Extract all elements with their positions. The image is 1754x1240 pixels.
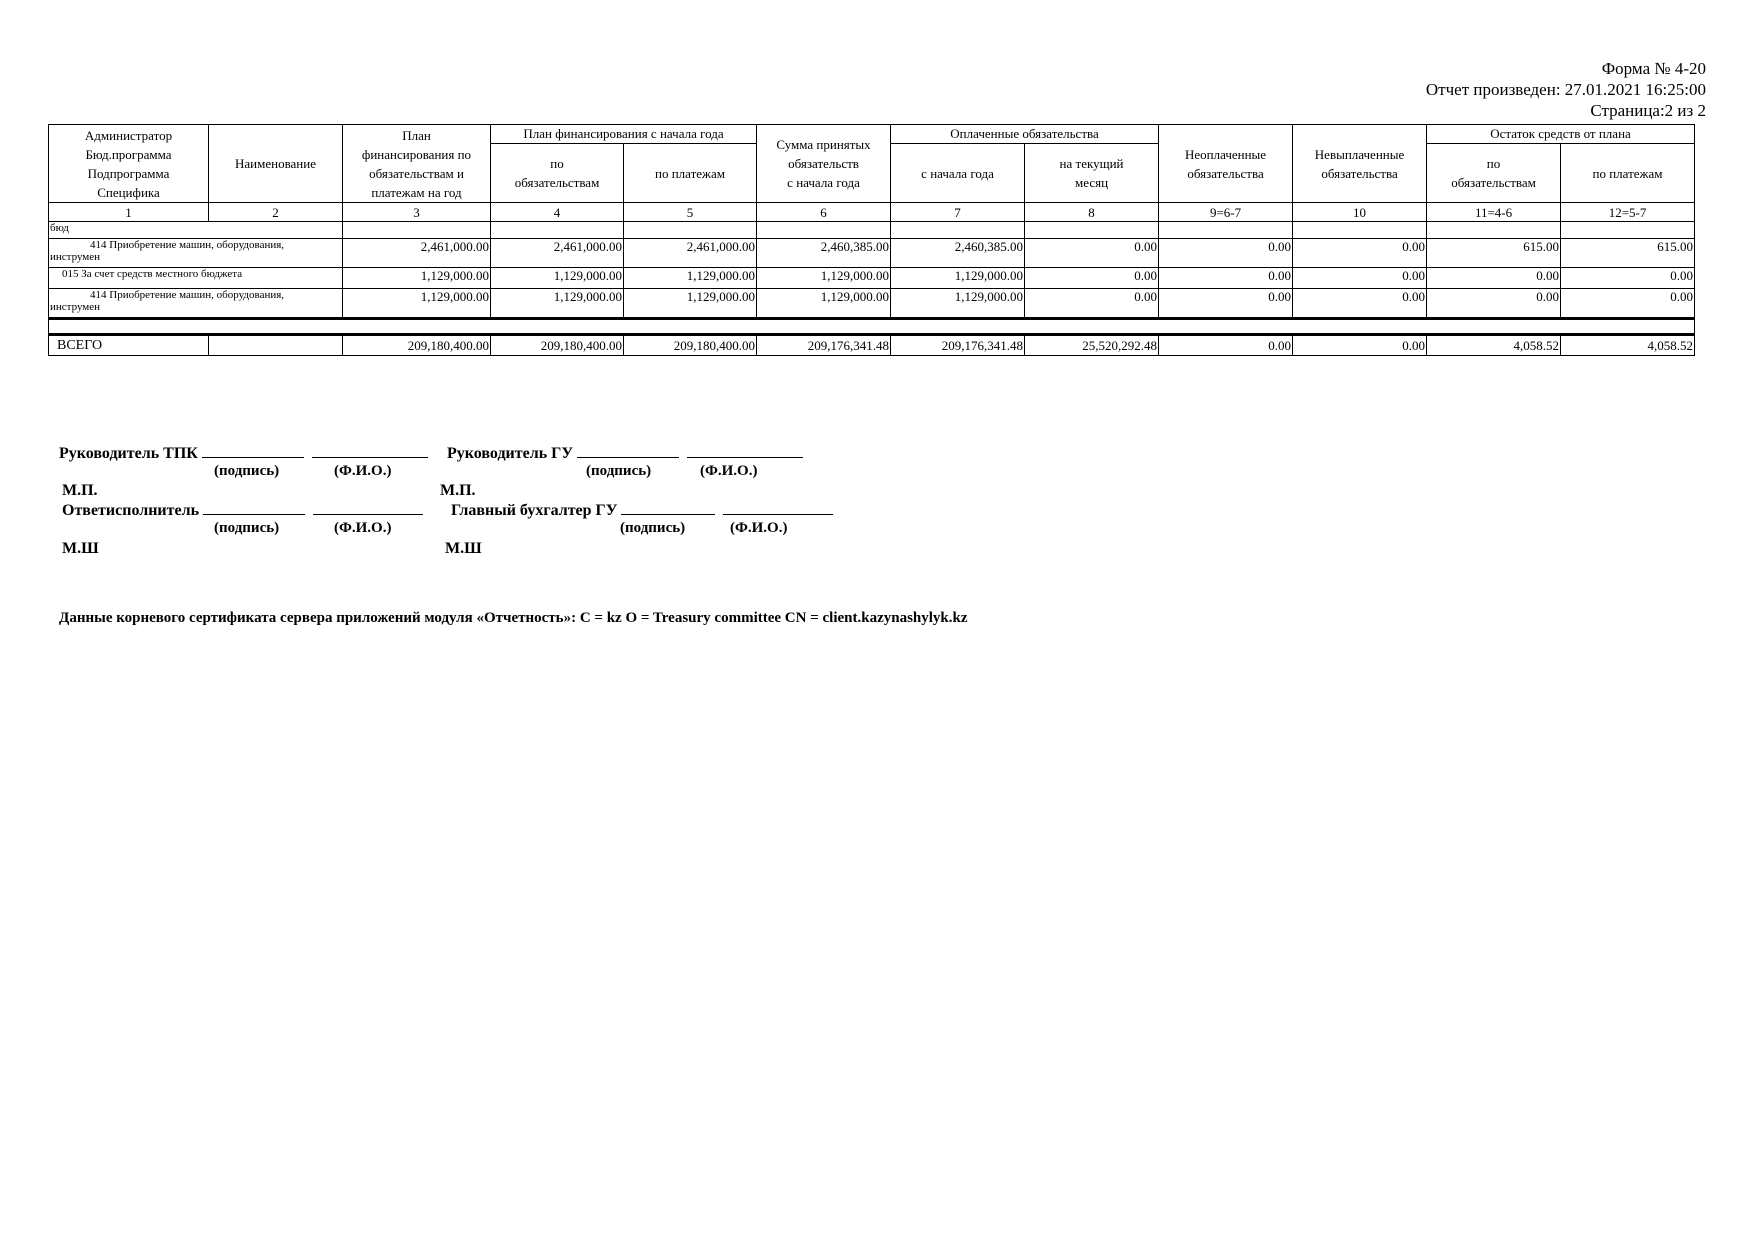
cell-value: 615.00 [1427, 239, 1561, 268]
fio-label: (Ф.И.О.) [700, 463, 758, 479]
cell-value: 0.00 [1159, 239, 1293, 268]
signature-label: (подпись) [586, 463, 652, 479]
header-remaining-obligations: по обязательствам [1427, 144, 1561, 203]
row-label: 015 За счет средств местного бюджета [49, 268, 343, 289]
header-plan-payments: по платежам [624, 144, 757, 203]
header-unpaid: Неоплаченные обязательства [1159, 125, 1293, 203]
total-value: 209,180,400.00 [343, 335, 491, 356]
header-name: Наименование [209, 125, 343, 203]
cell-value: 1,129,000.00 [624, 289, 757, 319]
total-label: ВСЕГО [49, 335, 209, 356]
total-value: 0.00 [1159, 335, 1293, 356]
cell-value: 2,461,000.00 [491, 239, 624, 268]
form-number: Форма № 4-20 [1601, 59, 1706, 78]
total-value: 209,180,400.00 [491, 335, 624, 356]
header-remaining: Остаток средств от плана [1427, 125, 1695, 144]
header-remaining-payments: по платежам [1561, 144, 1695, 203]
header-not-disbursed: Невыплаченные обязательства [1293, 125, 1427, 203]
certificate-info: Данные корневого сертификата сервера приложений модуля «Отчетность»: C = kz O = Treasury committee CN = client.kazynashylyk.kz [59, 610, 968, 626]
signature-head-gu: Руководитель ГУ [447, 443, 803, 463]
total-value: 209,176,341.48 [891, 335, 1025, 356]
total-value: 209,176,341.48 [757, 335, 891, 356]
table-row [49, 289, 1695, 319]
row-label: бюд [49, 222, 343, 239]
header-plan-obligations: по обязательствам [491, 144, 624, 203]
column-number: 10 [1293, 203, 1427, 222]
stamp-msh: М.Ш [62, 540, 99, 557]
financing-report-table [48, 124, 1695, 356]
column-number: 12=5-7 [1561, 203, 1695, 222]
header-paid-since-start: с начала года [891, 144, 1025, 203]
signature-label: (подпись) [214, 520, 280, 536]
cell-value: 1,129,000.00 [343, 268, 491, 289]
column-number: 5 [624, 203, 757, 222]
header-accepted-sum: Сумма принятых обязательств с начала года [757, 125, 891, 203]
header-plan-year: План финансирования по обязательствам и платежам на год [343, 125, 491, 203]
column-number: 2 [209, 203, 343, 222]
fio-label: (Ф.И.О.) [334, 463, 392, 479]
cell-value: 2,460,385.00 [891, 239, 1025, 268]
column-number: 8 [1025, 203, 1159, 222]
signature-chief-accountant: Главный бухгалтер ГУ [451, 500, 833, 520]
stamp-mp: М.П. [62, 482, 98, 499]
signature-label: (подпись) [620, 520, 686, 536]
fio-label: (Ф.И.О.) [334, 520, 392, 536]
total-value: 209,180,400.00 [624, 335, 757, 356]
header-paid-obligations: Оплаченные обязательства [891, 125, 1159, 144]
page-indicator: Страница:2 из 2 [1590, 101, 1706, 120]
cell-value: 0.00 [1159, 268, 1293, 289]
table-spacer [49, 319, 1695, 335]
cell-value: 0.00 [1561, 289, 1695, 319]
cell-value: 0.00 [1293, 268, 1427, 289]
column-number: 6 [757, 203, 891, 222]
total-value: 0.00 [1293, 335, 1427, 356]
cell-value: 1,129,000.00 [343, 289, 491, 319]
column-number: 3 [343, 203, 491, 222]
column-number: 9=6-7 [1159, 203, 1293, 222]
cell-value: 2,460,385.00 [757, 239, 891, 268]
column-number: 11=4-6 [1427, 203, 1561, 222]
header-plan-since-start: План финансирования с начала года [491, 125, 757, 144]
total-value: 25,520,292.48 [1025, 335, 1159, 356]
header-paid-current-month: на текущий месяц [1025, 144, 1159, 203]
report-header [1426, 58, 1706, 121]
report-timestamp: Отчет произведен: 27.01.2021 16:25:00 [1425, 80, 1706, 99]
cell-value: 0.00 [1025, 239, 1159, 268]
column-numbers-row [49, 203, 1695, 222]
row-label: 414 Приобретение машин, оборудования, инструмен [49, 239, 343, 268]
cell-value: 2,461,000.00 [343, 239, 491, 268]
row-label: 414 Приобретение машин, оборудования, инструмен [49, 289, 343, 319]
stamp-msh: М.Ш [445, 540, 482, 557]
cell-value: 615.00 [1561, 239, 1695, 268]
table-row [49, 222, 1695, 239]
column-number: 7 [891, 203, 1025, 222]
cell-value: 1,129,000.00 [757, 268, 891, 289]
cell-value: 0.00 [1427, 268, 1561, 289]
table-row [49, 239, 1695, 268]
cell-value: 1,129,000.00 [891, 289, 1025, 319]
total-value: 4,058.52 [1561, 335, 1695, 356]
cell-value: 1,129,000.00 [491, 268, 624, 289]
cell-value: 0.00 [1427, 289, 1561, 319]
cell-value: 1,129,000.00 [891, 268, 1025, 289]
column-number: 4 [491, 203, 624, 222]
cell-value: 1,129,000.00 [757, 289, 891, 319]
table-row [49, 268, 1695, 289]
cell-value: 0.00 [1293, 289, 1427, 319]
total-row [49, 335, 1695, 356]
column-number: 1 [49, 203, 209, 222]
header-admin: Администратор Бюд.программа Подпрограмма Специфика [49, 125, 209, 203]
fio-label: (Ф.И.О.) [730, 520, 788, 536]
signature-label: (подпись) [214, 463, 280, 479]
signature-executor: Ответисполнитель [62, 500, 423, 520]
cell-value: 1,129,000.00 [624, 268, 757, 289]
total-value: 4,058.52 [1427, 335, 1561, 356]
cell-value: 0.00 [1561, 268, 1695, 289]
cell-value: 0.00 [1159, 289, 1293, 319]
cell-value: 0.00 [1293, 239, 1427, 268]
cell-value: 2,461,000.00 [624, 239, 757, 268]
signature-head-tpk: Руководитель ТПК [59, 443, 428, 463]
stamp-mp: М.П. [440, 482, 476, 499]
cell-value: 0.00 [1025, 289, 1159, 319]
cell-value: 1,129,000.00 [491, 289, 624, 319]
cell-value: 0.00 [1025, 268, 1159, 289]
